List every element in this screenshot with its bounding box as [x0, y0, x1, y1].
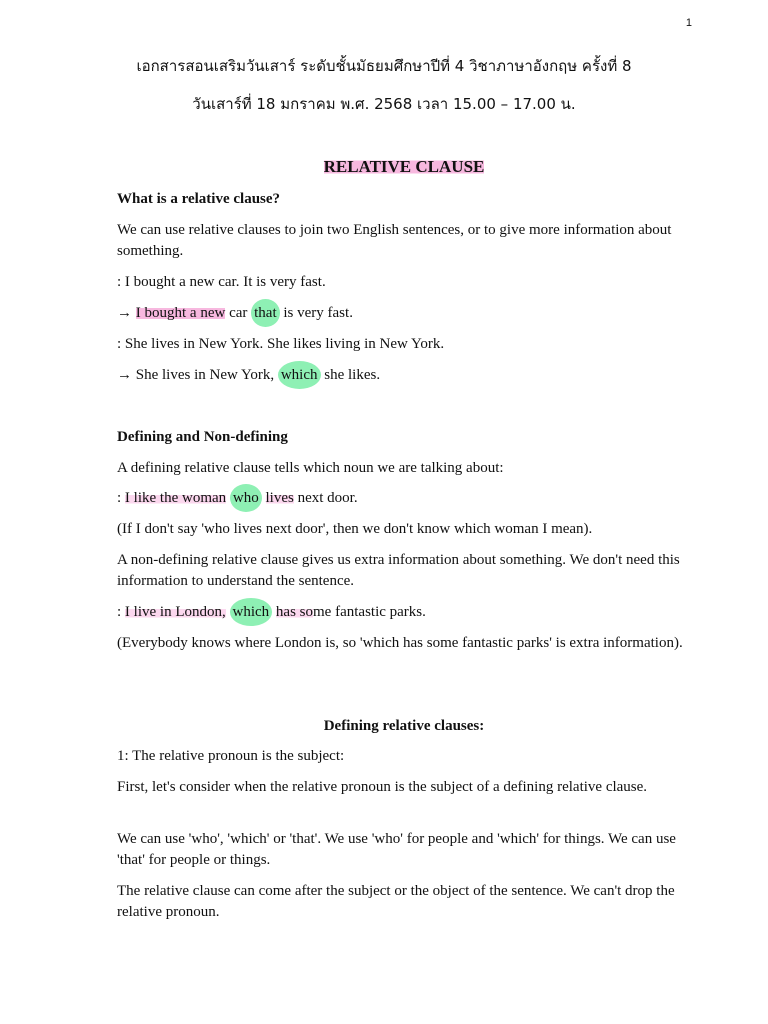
highlight-clause: lives	[265, 490, 294, 506]
highlight-clause: has so	[275, 604, 314, 620]
defining-body: A defining relative clause tells which noun we are talking about:	[117, 460, 504, 476]
example-3	[117, 488, 692, 509]
example-2b	[117, 365, 692, 386]
highlight-clause: I like the woman	[124, 490, 227, 506]
relative-pronoun: which	[230, 598, 273, 626]
example-text: car	[225, 305, 252, 321]
defining-rc-heading: Defining relative clauses:	[323, 718, 485, 734]
subject-body-1: First, let's consider when the relative pronoun is the subject of a defining relative clause.	[117, 779, 648, 795]
example-1a: : I bought a new car. It is very fast.	[117, 274, 326, 290]
example-1b	[117, 303, 692, 324]
example-text: → She lives in New York,	[117, 367, 278, 383]
header-title: เอกสารสอนเสริมวันเสาร์ ระดับชั้นมัธยมศึกษาปีที่ 4 วิชาภาษาอังกฤษ ครั้งที่ 8	[136, 57, 632, 75]
relative-pronoun: that	[251, 299, 280, 327]
example-text: :	[117, 490, 125, 506]
example-text: she likes.	[320, 367, 381, 383]
subject-body-2: We can use 'who', 'which' or 'that'. We use 'who' for people and 'which' for things. We can use 'that' for people or things.	[117, 831, 676, 868]
header-date: วันเสาร์ที่ 18 มกราคม พ.ศ. 2568 เวลา 15.00 – 17.00 น.	[192, 95, 576, 113]
example-text: :	[117, 604, 125, 620]
example-2a: : She lives in New York. She likes living in New York.	[117, 336, 445, 352]
document-title	[0, 157, 768, 177]
what-heading: What is a relative clause?	[117, 191, 281, 207]
relative-pronoun: which	[278, 361, 321, 389]
subject-heading: 1: The relative pronoun is the subject:	[117, 748, 345, 764]
what-body: We can use relative clauses to join two English sentences, or to give more information about something.	[117, 222, 672, 259]
example-text: me fantastic parks.	[313, 604, 426, 620]
example-text: is very fast.	[279, 305, 353, 321]
nondefining-body: A non-defining relative clause gives us extra information about something. We don't need this information to understand the sentence.	[117, 552, 680, 589]
example-3-note: (If I don't say 'who lives next door', then we don't know which woman I mean).	[117, 521, 593, 537]
relative-pronoun: who	[230, 484, 262, 512]
example-4-note: (Everybody knows where London is, so 'which has some fantastic parks' is extra information).	[117, 635, 683, 651]
defining-heading: Defining and Non-defining	[117, 429, 288, 445]
example-text: next door.	[293, 490, 358, 506]
page-number: 1	[685, 17, 692, 29]
highlight-clause: I live in London,	[124, 604, 226, 620]
example-4	[117, 602, 692, 623]
arrow: →	[117, 305, 136, 321]
subject-body-3: The relative clause can come after the subject or the object of the sentence. We can't drop the relative pronoun.	[117, 883, 675, 920]
highlight-clause: I bought a new	[135, 305, 226, 321]
title-text: RELATIVE CLAUSE	[323, 157, 485, 176]
